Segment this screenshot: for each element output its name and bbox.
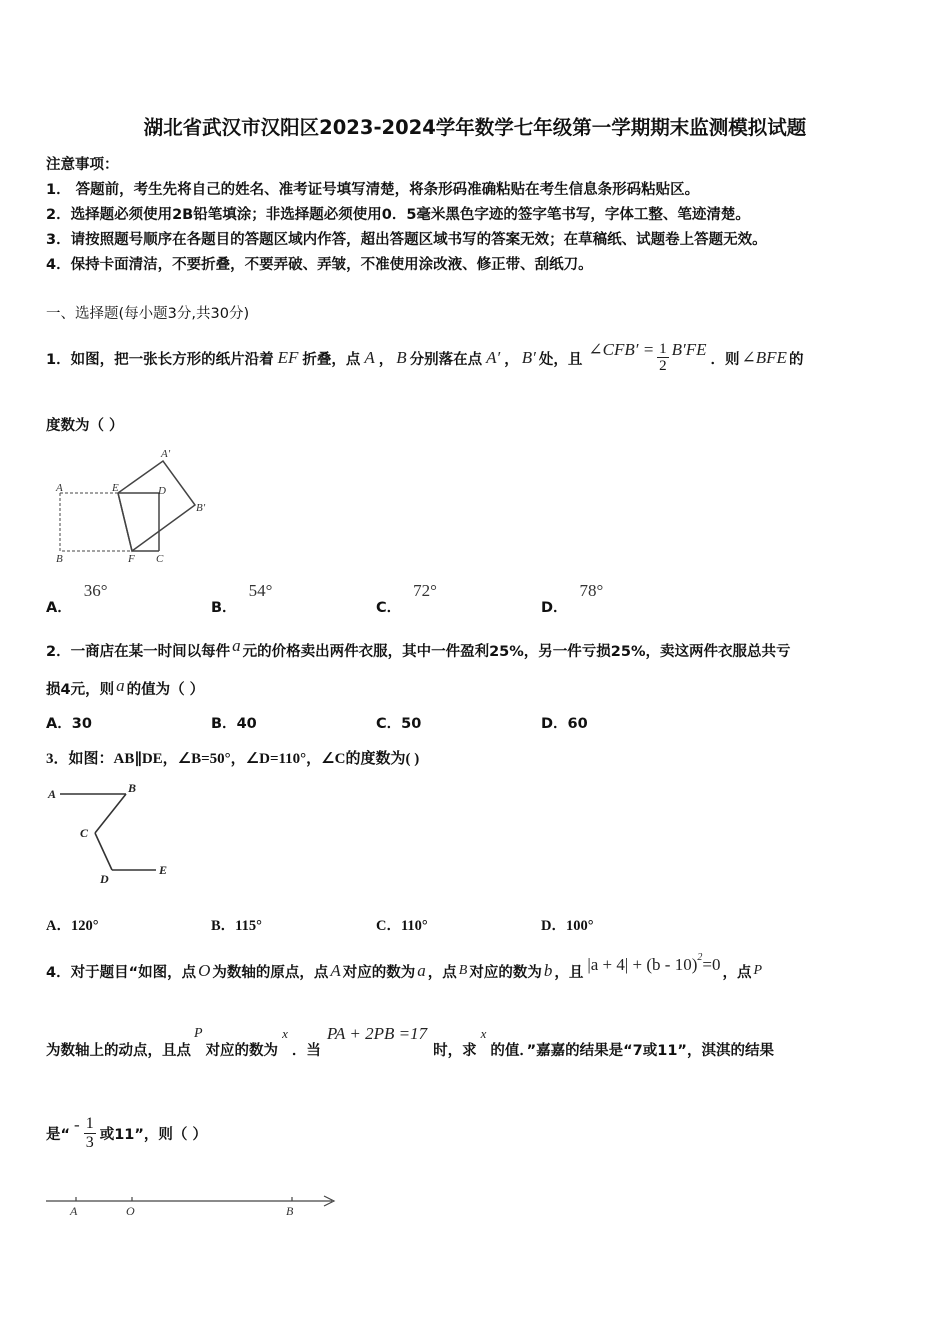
q2-math: a	[116, 675, 125, 695]
q4-equation: =0	[702, 955, 721, 974]
option-a[interactable]: A．36°	[46, 581, 108, 616]
q4-math: P	[753, 963, 763, 978]
q4-text: 对应的数为	[342, 964, 416, 981]
notice-item: 3．请按照题号顺序在各题目的答题区域内作答，超出答题区域书写的答案无效；在草稿纸、试题卷上答题无效。	[46, 232, 767, 248]
q1-math: B	[396, 348, 407, 367]
q4-fraction	[84, 1115, 96, 1152]
q2-options	[46, 712, 906, 734]
option-c[interactable]: C．72°	[376, 581, 437, 616]
q4-equation-exponent: 2	[697, 951, 703, 963]
notice-item: 2．选择题必须使用2B铅笔填涂；非选择题必须使用0．5毫米黑色字迹的签字笔书写，字体工整、笔迹清楚。	[46, 207, 750, 223]
q4-text: 4．对于题目“如图，点	[46, 964, 197, 981]
q1-math: A′	[486, 348, 501, 367]
q4-text: ，且	[554, 964, 584, 981]
q1-text: 折叠，点	[302, 351, 361, 368]
fig-label: D	[158, 485, 166, 497]
q4-text: 或11”，则（ ）	[99, 1126, 207, 1143]
q4-math: a	[417, 961, 426, 980]
axis-label: O	[126, 1204, 135, 1218]
option-b[interactable]: B．54°	[211, 581, 273, 616]
q4-text: 的值．”嘉嘉的结果是“7或11”，淇淇的结果	[490, 1043, 774, 1059]
fig-label: B	[128, 781, 137, 795]
fig-label: B′	[196, 502, 206, 514]
q4-math: b	[543, 961, 553, 980]
axis-label: A	[70, 1204, 78, 1218]
q2-text: 2．一商店在某一时间以每件	[46, 644, 231, 660]
fraction-denominator: 2	[659, 358, 667, 374]
q4-text: 对应的数为	[469, 964, 542, 981]
option-d[interactable]: D．78°	[541, 581, 604, 616]
question-2-stem	[46, 635, 791, 661]
q2-text: 损4元，则	[46, 682, 115, 698]
notice-item: 1． 答题前，考生先将自己的姓名、准考证号填写清楚，将条形码准确粘贴在考生信息条形码粘贴区。	[46, 182, 700, 198]
line-bc	[95, 794, 126, 833]
q4-text: ，点	[427, 964, 457, 981]
q1-options	[46, 580, 906, 614]
fig-label: A	[48, 787, 57, 801]
q1-text: 1．如图，把一张长方形的纸片沿着	[46, 351, 274, 368]
q2-text: 的值为（ ）	[126, 682, 205, 698]
q1-math: B′FE	[671, 340, 707, 359]
option-b[interactable]: B．115°	[211, 918, 262, 934]
q1-math: B′	[521, 348, 536, 367]
q4-text: 是“	[46, 1126, 71, 1143]
q4-equation: |a + 4| + (b - 10)	[587, 955, 698, 974]
question-3-stem: 3．如图：AB∥DE，∠B=50°，∠D=110°，∠C的度数为( )	[46, 751, 420, 767]
q4-math: A	[330, 961, 341, 980]
fraction-numerator: 1	[85, 1114, 94, 1132]
page-title: 湖北省武汉市汉阳区2023-2024学年数学七年级第一学期期末监测模拟试题	[143, 116, 807, 139]
option-d[interactable]: D．100°	[541, 918, 594, 934]
fraction-numerator: 1	[659, 341, 667, 357]
q1-text: ，	[378, 351, 394, 368]
q1-text: 分别落在点	[409, 351, 483, 368]
question-1-stem	[46, 338, 803, 378]
option-a[interactable]: A．120°	[46, 918, 99, 934]
fig-label: D	[100, 872, 109, 886]
notice-heading: 注意事项：	[46, 157, 119, 173]
question-2-stem-line2	[46, 675, 205, 699]
q1-math: A	[364, 348, 375, 367]
q3-options	[46, 914, 906, 936]
fig-label: A′	[161, 448, 171, 460]
line-cd	[95, 833, 112, 870]
q1-figure	[40, 445, 230, 570]
number-line	[40, 1188, 350, 1224]
q1-text: ，	[504, 351, 519, 368]
q1-text: 处，且	[538, 351, 583, 368]
fraction-denominator: 3	[85, 1133, 94, 1151]
folded-quad	[118, 461, 195, 551]
q4-math: O	[198, 961, 211, 980]
question-4-stem-line3	[46, 1108, 207, 1158]
fig-label: B	[56, 553, 63, 565]
q1-math: ∠BFE	[741, 348, 787, 367]
q1-text: ．则	[710, 351, 740, 368]
fig-label: F	[128, 553, 135, 565]
q2-math: a	[232, 635, 241, 655]
option-d[interactable]: D．60	[541, 716, 588, 732]
q4-text: ．当	[291, 1043, 321, 1059]
q4-math: x	[480, 1026, 487, 1041]
option-c[interactable]: C．50	[376, 716, 422, 732]
q1-fraction	[657, 341, 669, 375]
q1-text: 的	[788, 351, 804, 368]
q4-math: P	[194, 1026, 203, 1041]
q1-math: EF	[277, 348, 299, 367]
q2-text: 元的价格卖出两件衣服，其中一件盈利25%，另一件亏损25%，卖这两件衣服总共亏	[242, 644, 791, 660]
axis-label: B	[286, 1204, 294, 1218]
fig-label: C	[156, 553, 164, 565]
q4-text: 为数轴的原点，点	[212, 964, 329, 981]
question-4-stem-line2	[46, 1020, 774, 1060]
fold-dashed-rect	[60, 493, 132, 551]
q4-text: 为数轴上的动点，且点	[46, 1043, 191, 1059]
q1-math: ∠CFB′ =	[588, 340, 655, 359]
option-c[interactable]: C．110°	[376, 918, 428, 934]
q4-math: B	[458, 963, 468, 978]
notice-item: 4．保持卡面清洁，不要折叠，不要弄破、弄皱，不准使用涂改液、修正带、刮纸刀。	[46, 257, 593, 273]
fig-label: A	[56, 482, 63, 494]
q1-text: 度数为（ ）	[46, 418, 124, 434]
option-a[interactable]: A．30	[46, 716, 92, 732]
q3-figure	[40, 778, 190, 888]
section-heading: 一、选择题(每小题3分,共30分)	[46, 306, 250, 322]
q4-math: x	[282, 1026, 288, 1041]
q4-text: 时，求	[433, 1043, 477, 1059]
fig-label: E	[112, 482, 119, 494]
option-b[interactable]: B．40	[211, 716, 257, 732]
fig-label: C	[80, 826, 89, 840]
q4-text: ，点	[722, 964, 752, 981]
q4-text: 对应的数为	[205, 1043, 279, 1059]
q4-equation: PA + 2PB =17	[326, 1024, 428, 1043]
q4-math: -	[74, 1115, 80, 1134]
question-4-stem	[46, 951, 763, 986]
fig-label: E	[159, 863, 168, 877]
